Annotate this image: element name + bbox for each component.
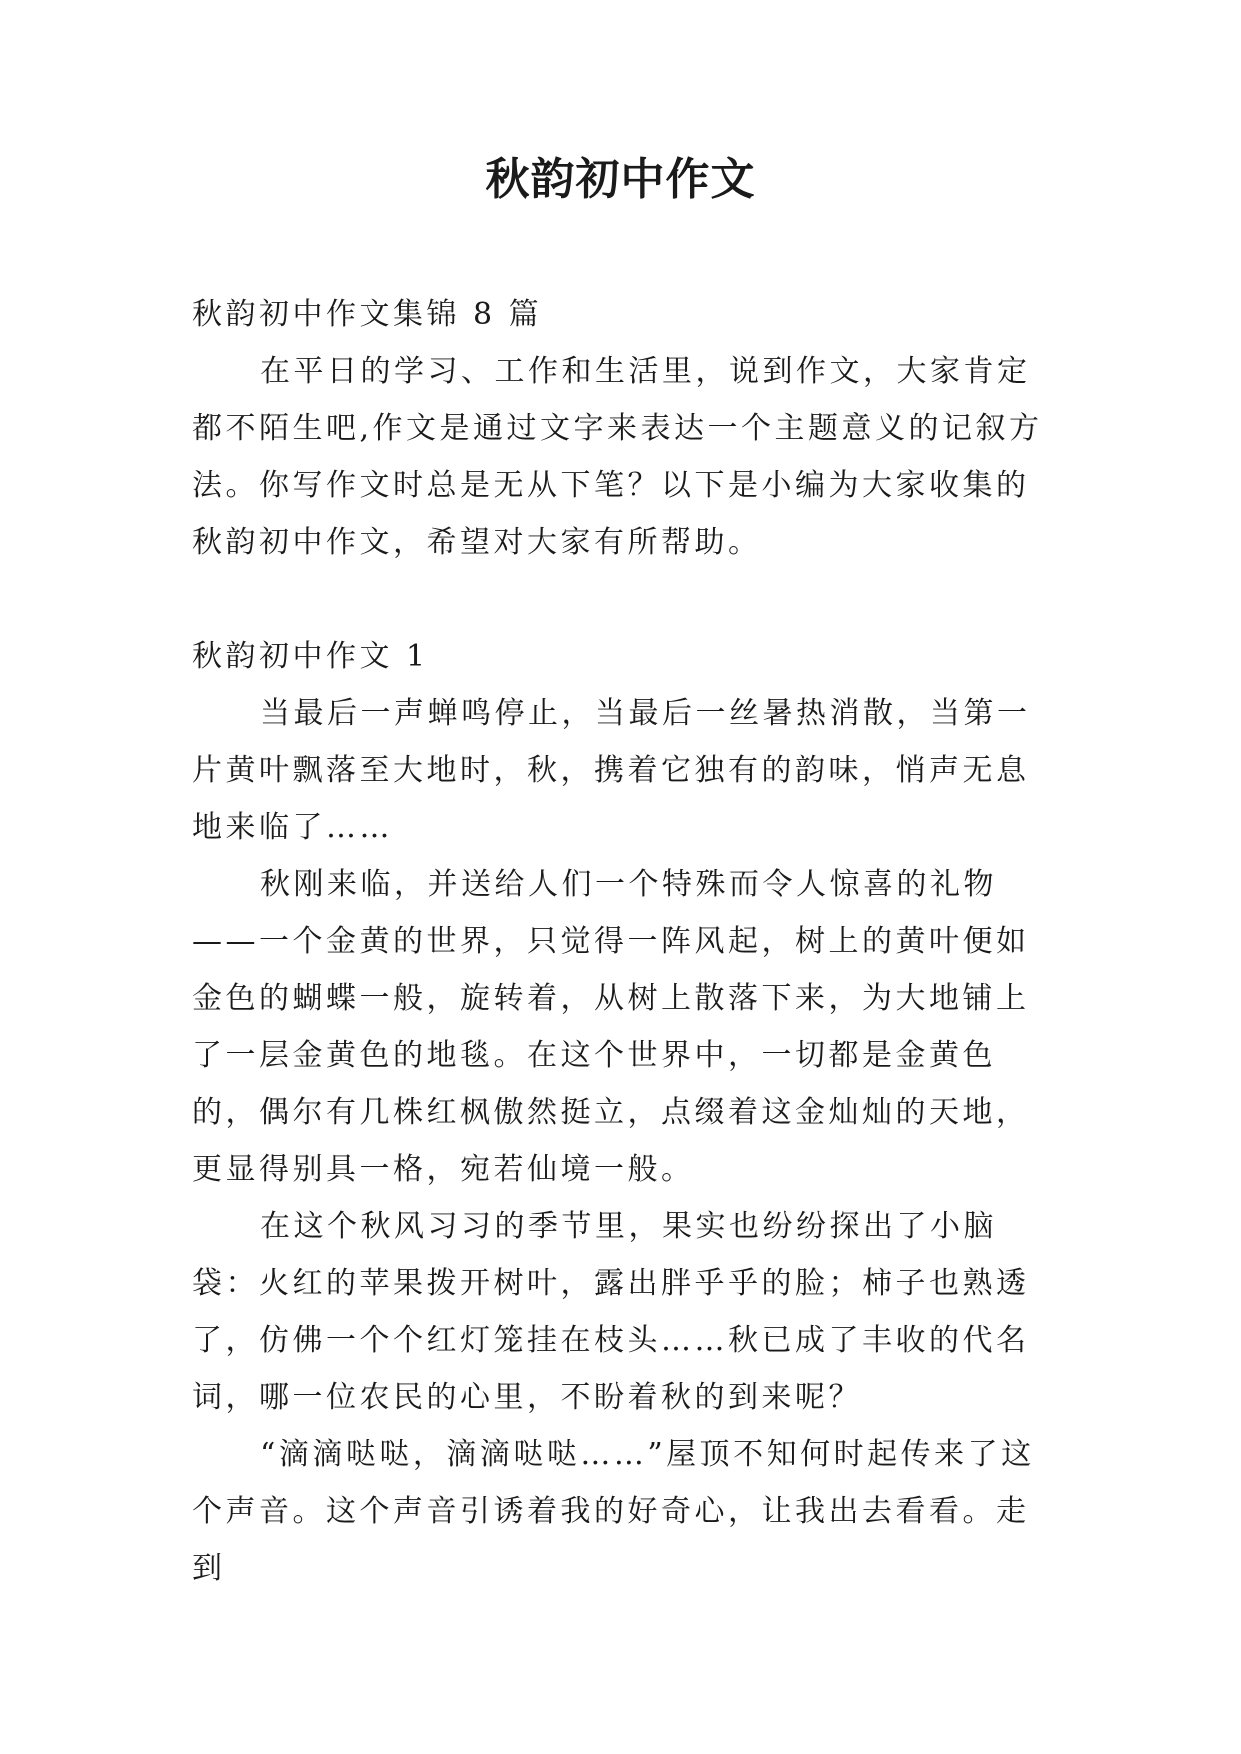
intro-paragraph: 在平日的学习、工作和生活里，说到作文，大家肯定都不陌生吧,作文是通过文字来表达一个主题意义的记叙方法。你写作文时总是无从下笔？以下是小编为大家收集的秋韵初中作文，希望对大家有所帮助。 — [192, 354, 1043, 560]
body-paragraph: 在这个秋风习习的季节里，果实也纷纷探出了小脑袋：火红的苹果拨开树叶，露出胖乎乎的脸；柿子也熟透了，仿佛一个个红灯笼挂在枝头……秋已成了丰收的代名词，哪一位农民的心里，不盼着秋的到来呢？ — [192, 1209, 1030, 1415]
paragraph-gap — [192, 571, 1054, 628]
body-paragraph: 当最后一声蝉鸣停止，当最后一丝暑热消散，当第一片黄叶飘落至大地时，秋，携着它独有的韵味，悄声无息地来临了…… — [192, 696, 1031, 845]
collection-subtitle: 秋韵初中作文集锦 8 篇 — [192, 297, 543, 332]
document-title: 秋韵初中作文 — [485, 154, 756, 205]
section-heading: 秋韵初中作文 1 — [192, 639, 429, 674]
body-paragraph: 秋刚来临，并送给人们一个特殊而令人惊喜的礼物——一个金黄的世界，只觉得一阵风起，树上的黄叶便如金色的蝴蝶一般，旋转着，从树上散落下来，为大地铺上了一层金黄色的地毯。在这个世界中，一切都是金黄色的，偶尔有几株红枫傲然挺立，点缀着这金灿灿的天地，更显得别具一格，宛若仙境一般。 — [192, 867, 1030, 1187]
document-body — [192, 286, 1054, 1597]
body-paragraph: “滴滴哒哒，滴滴哒哒……”屋顶不知何时起传来了这个声音。这个声音引诱着我的好奇心，让我出去看看。走到 — [192, 1437, 1035, 1586]
